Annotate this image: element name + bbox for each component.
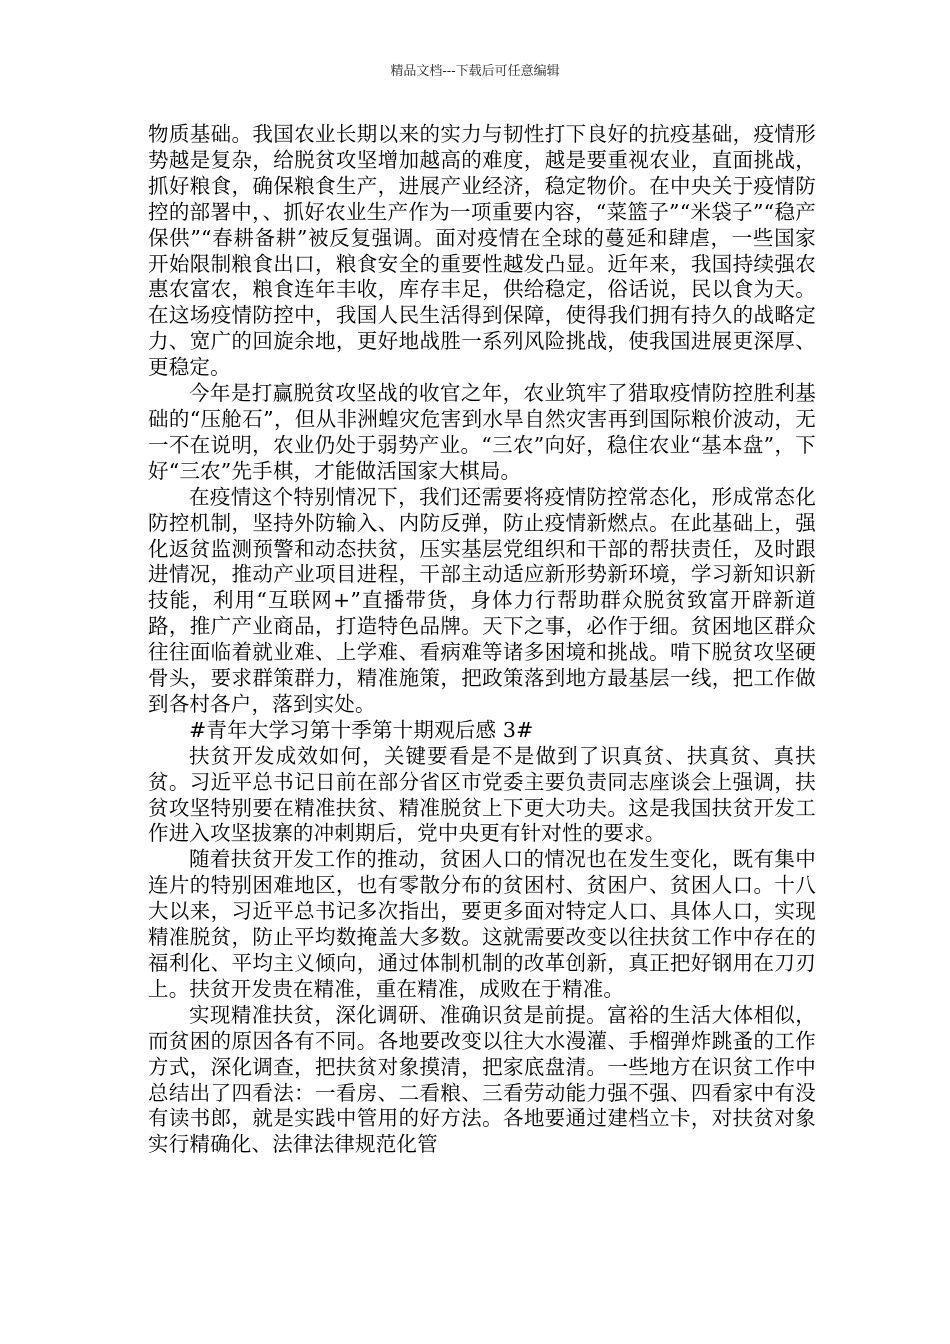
paragraph-4: 扶贫开发成效如何，关键要看是不是做到了识真贫、扶真贫、真扶贫。习近平总书记日前在部分省区市党委主要负责同志座谈会上强调，扶贫攻坚特别要在精准扶贫、精准脱贫上下更大功夫。这是我国扶贫开发工作进入攻坚拔寨的冲刺期后，党中央更有针对性的要求。 [148, 743, 816, 846]
section-heading: #青年大学习第十季第十期观后感 3# [189, 717, 534, 742]
paragraph-6: 实现精准扶贫，深化调研、准确识贫是前提。富裕的生活大体相似，而贫困的原因各有不同。各地要改变以往大水漫灌、手榴弹炸跳蚤的工作方式，深化调查，把扶贫对象摸清，把家底盘清。一些地方在识贫工作中总结出了四看法：一看房、二看粮、三看劳动能力强不强、四看家中有没有读书郎，就是实践中管用的好方法。各地要通过建档立卡，对扶贫对象实行精确化、法律法律规范化管 [148, 1002, 816, 1157]
page-header: 精品文档---下载后可任意编辑 [390, 64, 560, 79]
paragraph-1: 物质基础。我国农业长期以来的实力与韧性打下良好的抗疫基础，疫情形势越是复杂，给脱贫攻坚增加越高的难度，越是要重视农业，直面挑战，抓好粮食，确保粮食生产，进展产业经济，稳定物价。在中央关于疫情防控的部署中，、抓好农业生产作为一项重要内容，“菜篮子”“米袋子”“稳产保供”“春耕备耕”被反复强调。面对疫情在全球的蔓延和肆虐，一些国家开始限制粮食出口，粮食安全的重要性越发凸显。近年来，我国持续强农惠农富农，粮食连年丰收，库存丰足，供给稳定，俗话说，民以食为天。在这场疫情防控中，我国人民生活得到保障，使得我们拥有持久的战略定力、宽广的回旋余地，更好地战胜一系列风险挑战，使我国进展更深厚、更稳定。 [148, 122, 816, 380]
paragraph-5: 随着扶贫开发工作的推动，贫困人口的情况也在发生变化，既有集中连片的特别困难地区，也有零散分布的贫困村、贫困户、贫困人口。十八大以来，习近平总书记多次指出，要更多面对特定人口、具体人口，实现精准脱贫，防止平均数掩盖大多数。这就需要改变以往扶贫工作中存在的福利化、平均主义倾向，通过体制机制的改革创新，真正把好钢用在刀刃上。扶贫开发贵在精准，重在精准，成败在于精准。 [148, 847, 816, 1001]
document-body [148, 122, 816, 1158]
paragraph-2: 今年是打赢脱贫攻坚战的收官之年，农业筑牢了猎取疫情防控胜利基础的“压舱石”，但从非洲蝗灾危害到水旱自然灾害再到国际粮价波动，无一不在说明，农业仍处于弱势产业。“三农”向好，稳住农业“基本盘”，下好“三农”先手棋，才能做活国家大棋局。 [148, 381, 816, 483]
paragraph-3: 在疫情这个特别情况下，我们还需要将疫情防控常态化，形成常态化防控机制，坚持外防输入、内防反弹，防止疫情新燃点。在此基础上，强化返贫监测预警和动态扶贫，压实基层党组织和干部的帮扶责任，及时跟进情况，推动产业项目进程，干部主动适应新形势新环境，学习新知识新技能，利用“互联网+”直播带货，身体力行帮助群众脱贫致富开辟新道路，推广产业商品，打造特色品牌。天下之事，必作于细。贫困地区群众往往面临着就业难、上学难、看病难等诸多困境和挑战。啃下脱贫攻坚硬骨头，要求群策群力，精准施策，把政策落到地方最基层一线，把工作做到各村各户，落到实处。 [148, 484, 816, 716]
